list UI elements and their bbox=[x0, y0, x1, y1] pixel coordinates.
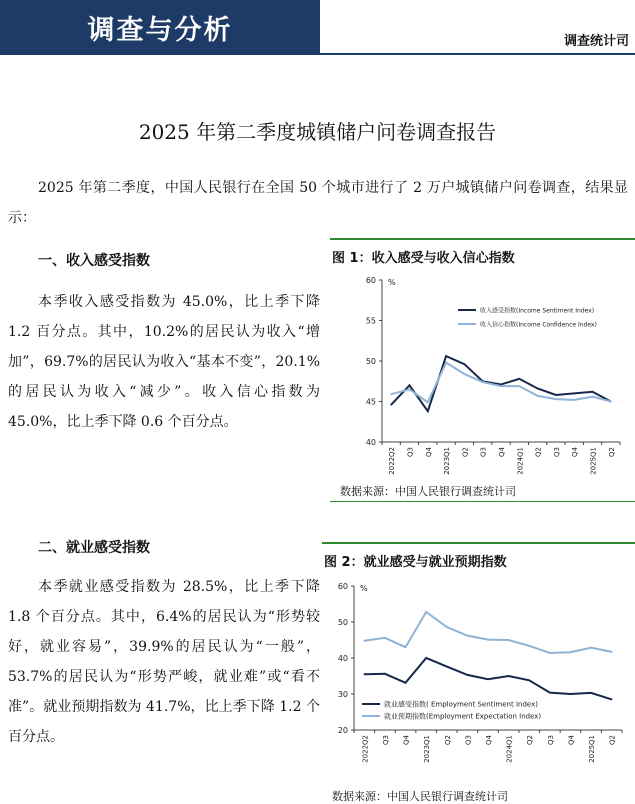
data-point bbox=[570, 693, 572, 695]
section-heading-income: 一、收入感受指数 bbox=[38, 253, 150, 269]
x-tick-label: 2025Q1 bbox=[588, 735, 597, 763]
intro-paragraph: 2025 年第二季度，中国人民银行在全国 50 个城市进行了 2 万户城镇储户问卷调查，结果显示： bbox=[8, 180, 628, 226]
data-point bbox=[537, 395, 539, 397]
data-point bbox=[611, 651, 613, 653]
data-point bbox=[427, 410, 429, 412]
data-point bbox=[573, 399, 575, 401]
x-tick-label: Q3 bbox=[546, 735, 555, 745]
y-tick-label: 55 bbox=[365, 316, 376, 326]
x-tick-label: Q4 bbox=[567, 735, 576, 745]
figure-title: 图 2：就业感受与就业预期指数 bbox=[324, 555, 507, 570]
series-line-2 bbox=[364, 612, 611, 653]
data-point bbox=[508, 675, 510, 677]
data-point bbox=[508, 639, 510, 641]
x-tick-label: Q4 bbox=[402, 735, 411, 745]
y-tick-label: 20 bbox=[337, 726, 348, 735]
section-banner bbox=[0, 0, 320, 54]
x-tick-label: Q3 bbox=[552, 447, 561, 457]
x-tick-label: 2024Q1 bbox=[516, 447, 525, 475]
section-banner-title: 调查与分析 bbox=[87, 14, 233, 46]
x-tick-label: Q2 bbox=[607, 447, 616, 457]
x-tick-label: Q4 bbox=[498, 447, 506, 457]
x-tick-label: Q4 bbox=[424, 447, 433, 457]
y-tick-label: 60 bbox=[365, 276, 376, 285]
x-tick-label: Q3 bbox=[381, 735, 390, 745]
x-tick-label: 2022Q2 bbox=[361, 735, 370, 763]
section-heading-employment: 二、就业感受指数 bbox=[38, 540, 150, 556]
x-tick-label: 2023Q1 bbox=[423, 735, 432, 763]
data-point bbox=[390, 404, 392, 406]
data-point bbox=[427, 402, 429, 404]
data-point bbox=[464, 373, 466, 375]
data-point bbox=[590, 692, 592, 694]
series-line-1 bbox=[391, 356, 611, 411]
legend-label-1: 就业感受指数( Employment Sentiment Index) bbox=[384, 700, 538, 709]
x-tick-label: 2023Q1 bbox=[443, 447, 452, 475]
data-point bbox=[446, 666, 448, 668]
employment-line-chart bbox=[322, 574, 635, 789]
figure-top-rule bbox=[322, 542, 635, 544]
data-point bbox=[555, 394, 557, 396]
data-point bbox=[549, 652, 551, 654]
data-point bbox=[537, 388, 539, 390]
data-point bbox=[464, 363, 466, 365]
data-point bbox=[390, 393, 392, 395]
figure-source: 数据来源：中国人民银行调查统计司 bbox=[332, 790, 508, 803]
section-body-income: 本季收入感受指数为 45.0%，比上季下降 1.2 百分点。其中，10.2%的居民认为收入“增加”，69.7%的居民认为收入“基本不变”，20.1%的居民认为收入“减少”。收入信心指数为 45.0%，比上季下降 0.6 个百分点。 bbox=[8, 294, 320, 430]
data-point bbox=[467, 674, 469, 676]
y-tick-label: 30 bbox=[337, 690, 348, 699]
data-point bbox=[487, 639, 489, 641]
figure-top-rule bbox=[330, 238, 635, 240]
data-point bbox=[425, 611, 427, 613]
data-point bbox=[592, 391, 594, 393]
data-point bbox=[528, 645, 530, 647]
x-tick-label: Q4 bbox=[485, 735, 493, 745]
x-tick-label: Q2 bbox=[534, 447, 543, 457]
y-tick-label: 60 bbox=[337, 582, 348, 591]
data-point bbox=[592, 396, 594, 398]
data-point bbox=[405, 646, 407, 648]
data-point bbox=[573, 393, 575, 395]
data-point bbox=[528, 680, 530, 682]
legend-label-1: 收入感受指数(Income Sentiment Index) bbox=[480, 307, 595, 315]
header-rule bbox=[0, 53, 635, 55]
x-tick-label: Q3 bbox=[406, 447, 415, 457]
data-point bbox=[405, 682, 407, 684]
section-body-employment: 本季就业感受指数为 28.5%，比上季下降 1.8 个百分点。其中，6.4%的居民认为“形势较好，就业容易”，39.9%的居民认为“一般”，53.7%的居民认为“形势严峻，就业难”或“看不准”。就业预期指数为 41.7%，比上季下降 1.2 个百分点。 bbox=[8, 579, 320, 745]
data-point bbox=[482, 381, 484, 383]
data-point bbox=[519, 378, 521, 380]
x-tick-label: Q3 bbox=[464, 735, 473, 745]
document-title: 2025 年第二季度城镇储户问卷调查报告 bbox=[138, 120, 497, 144]
data-point bbox=[590, 647, 592, 649]
figure-income bbox=[330, 238, 635, 502]
data-point bbox=[364, 640, 366, 642]
data-point bbox=[549, 692, 551, 694]
x-tick-label: 2024Q1 bbox=[505, 735, 514, 763]
data-point bbox=[425, 657, 427, 659]
data-point bbox=[555, 398, 557, 400]
x-tick-label: 2025Q1 bbox=[589, 447, 598, 475]
data-point bbox=[610, 401, 612, 403]
x-tick-label: Q2 bbox=[608, 735, 617, 745]
figure-source: 数据来源：中国人民银行调查统计司 bbox=[340, 485, 516, 498]
data-point bbox=[384, 673, 386, 675]
y-axis-unit: % bbox=[388, 278, 396, 287]
x-tick-label: Q2 bbox=[526, 735, 535, 745]
data-point bbox=[570, 651, 572, 653]
x-tick-label: 2022Q2 bbox=[388, 447, 397, 475]
y-tick-label: 40 bbox=[337, 654, 348, 663]
y-tick-label: 45 bbox=[365, 397, 376, 407]
data-point bbox=[500, 385, 502, 387]
data-point bbox=[446, 626, 448, 628]
x-tick-label: Q4 bbox=[571, 447, 580, 457]
data-point bbox=[409, 385, 411, 387]
y-axis-unit: % bbox=[360, 584, 368, 593]
data-point bbox=[364, 673, 366, 675]
data-point bbox=[611, 699, 613, 701]
figure-title: 图 1：收入感受与收入信心指数 bbox=[332, 251, 515, 266]
legend-label-2: 就业预期指数(Employment Expectation Index) bbox=[384, 712, 542, 721]
figure-employment bbox=[322, 542, 635, 803]
data-point bbox=[409, 389, 411, 391]
y-tick-label: 50 bbox=[337, 618, 348, 627]
x-tick-label: Q2 bbox=[443, 735, 452, 745]
y-tick-label: 50 bbox=[365, 357, 376, 366]
x-tick-label: Q3 bbox=[479, 447, 488, 457]
figure-bottom-rule bbox=[330, 501, 635, 502]
y-tick-label: 40 bbox=[365, 438, 376, 447]
data-point bbox=[445, 355, 447, 357]
data-point bbox=[467, 635, 469, 637]
data-point bbox=[519, 385, 521, 387]
series-line-2 bbox=[391, 363, 611, 403]
legend-label-2: 收入信心指数(Income Confidence Index) bbox=[480, 321, 597, 329]
x-tick-label: Q2 bbox=[461, 447, 470, 457]
department-label: 调查统计司 bbox=[563, 34, 629, 49]
data-point bbox=[445, 362, 447, 364]
data-point bbox=[487, 678, 489, 680]
income-line-chart bbox=[330, 270, 635, 480]
data-point bbox=[384, 637, 386, 639]
